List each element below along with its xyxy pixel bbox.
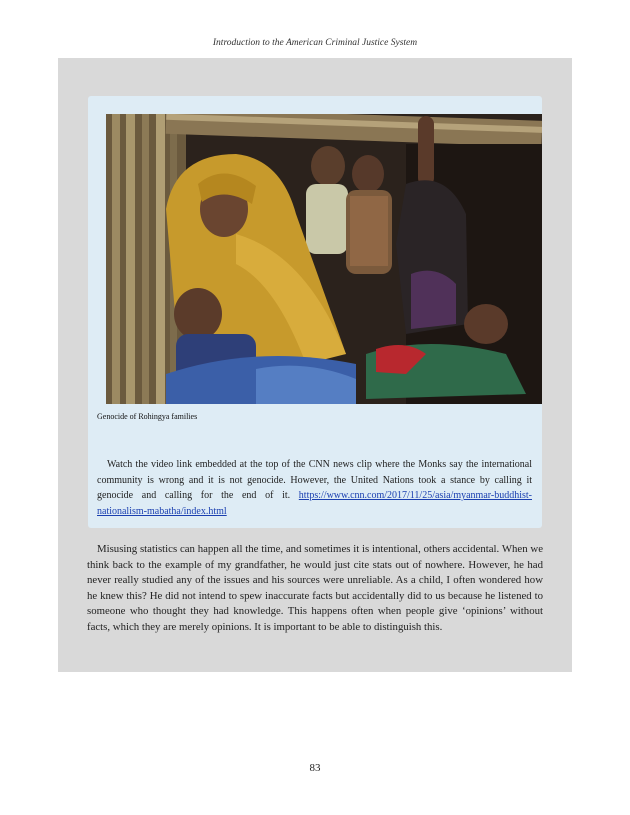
figure-caption: Genocide of Rohingya families [97,412,198,421]
body-paragraph: Misusing statistics can happen all the time, and sometimes it is intentional, others accidental. When we think back to the example of my grandfather, he would just cite stats out of nowhere. However, he had never really studied any of the issues and his sources were unreliable. As a child, I often wondered how he knew this? He did not intend to spew inaccurate facts but accidentally did to us because he listened to someone who thought they had knowledge. This happens often when people give ‘opinions’ without facts, which they are merely opinions. It is important to be able to distinguish this. [87,543,543,633]
cnn-article-link[interactable]: https://www.cnn.com/2017/11/25/asia/myanmar-buddhist-nationalism-mabatha/index.html [97,490,532,517]
running-header: Introduction to the American Criminal Justice System [212,38,418,48]
figure-photo [106,114,542,404]
box-paragraph [97,457,532,519]
page-number: 83 [309,762,321,774]
box-paragraph-text: Watch the video link embedded at the top of the CNN news clip where the Monks say the international community is wrong and it is not genocide. However, the United Nations took a stance by calling it genocide and calling for the end of it. [97,459,532,501]
